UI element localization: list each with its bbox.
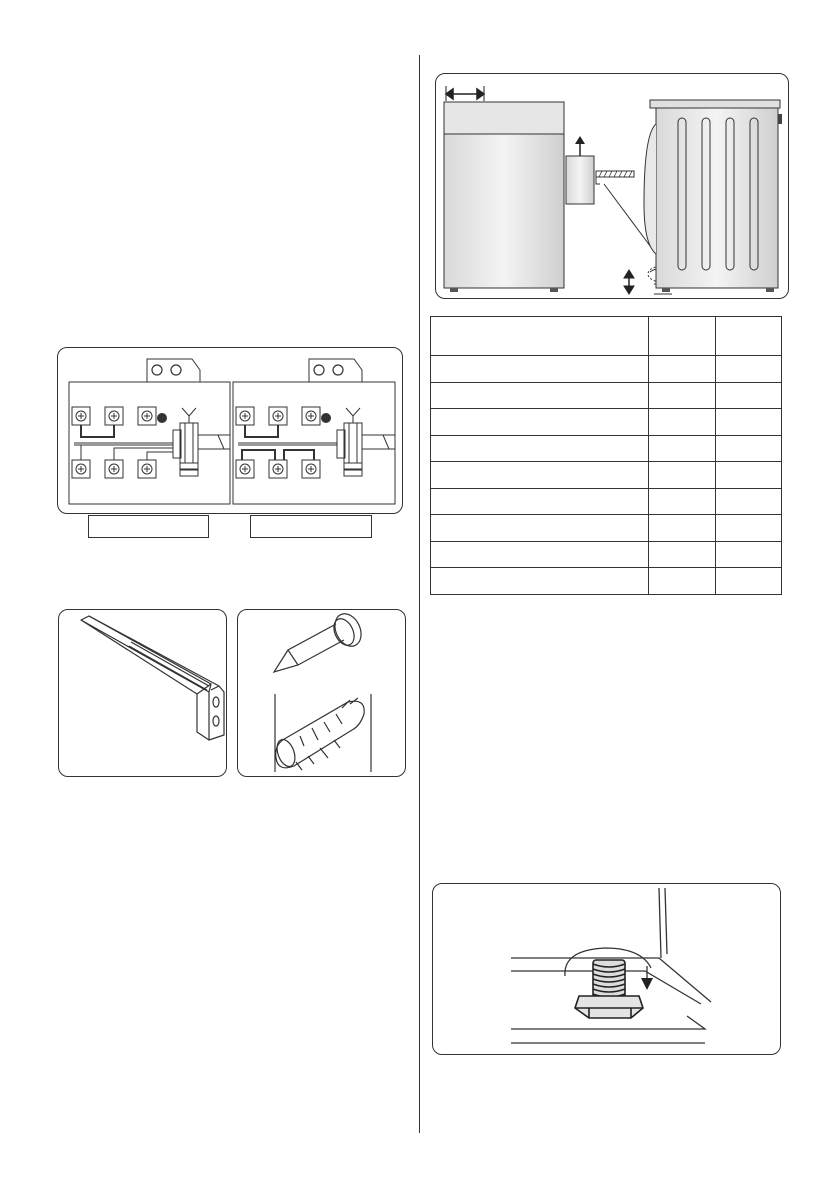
- spec-cell: [648, 568, 716, 595]
- screw-plug-figure: [237, 609, 406, 777]
- spec-cell: [716, 462, 782, 489]
- spec-table: [430, 316, 782, 595]
- spec-cell: [716, 409, 782, 436]
- table-row: [431, 541, 782, 568]
- spec-cell: [716, 488, 782, 515]
- spec-cell: [648, 409, 716, 436]
- adjustable-foot-figure: [432, 883, 781, 1055]
- right-terminal-group: [236, 407, 395, 478]
- stacking-figure: [435, 73, 789, 299]
- l-shaped-mounting-bracket-icon: [59, 610, 228, 778]
- terminal-block-wiring-diagram: [58, 348, 404, 515]
- terminal-caption-left: [88, 515, 209, 538]
- mounting-bracket-figure: [58, 609, 227, 777]
- spec-cell: [431, 435, 649, 462]
- spec-cell: [648, 435, 716, 462]
- spec-cell: [648, 515, 716, 542]
- spec-cell: [431, 356, 649, 383]
- left-terminal-group: [72, 407, 230, 478]
- table-row: [431, 356, 782, 383]
- spec-header-cell: [431, 317, 649, 356]
- table-row: [431, 488, 782, 515]
- dryer-stacked-on-washer-diagram: [436, 74, 790, 300]
- spec-cell: [431, 541, 649, 568]
- spec-cell: [716, 541, 782, 568]
- spec-cell: [431, 488, 649, 515]
- spec-cell: [648, 382, 716, 409]
- table-row: [431, 409, 782, 436]
- spec-cell: [648, 488, 716, 515]
- spec-header-cell: [716, 317, 782, 356]
- spec-header-cell: [648, 317, 716, 356]
- table-row: [431, 435, 782, 462]
- spec-cell: [648, 541, 716, 568]
- adjustable-foot-rotation-icon: [433, 884, 782, 1056]
- screw-and-wall-plug-icon: [238, 610, 407, 778]
- column-divider: [419, 55, 420, 1133]
- spec-cell: [648, 462, 716, 489]
- spec-cell: [431, 409, 649, 436]
- spec-cell: [716, 356, 782, 383]
- spec-cell: [648, 356, 716, 383]
- table-row: [431, 462, 782, 489]
- spec-cell: [431, 515, 649, 542]
- spec-cell: [431, 382, 649, 409]
- table-row: [431, 515, 782, 542]
- spec-table-header: [431, 317, 782, 356]
- spec-cell: [431, 568, 649, 595]
- spec-cell: [716, 382, 782, 409]
- table-row: [431, 382, 782, 409]
- spec-cell: [716, 515, 782, 542]
- spec-cell: [431, 462, 649, 489]
- spec-cell: [716, 435, 782, 462]
- terminal-block-figure: [57, 347, 403, 514]
- spec-cell: [716, 568, 782, 595]
- terminal-caption-right: [250, 515, 372, 538]
- table-row: [431, 568, 782, 595]
